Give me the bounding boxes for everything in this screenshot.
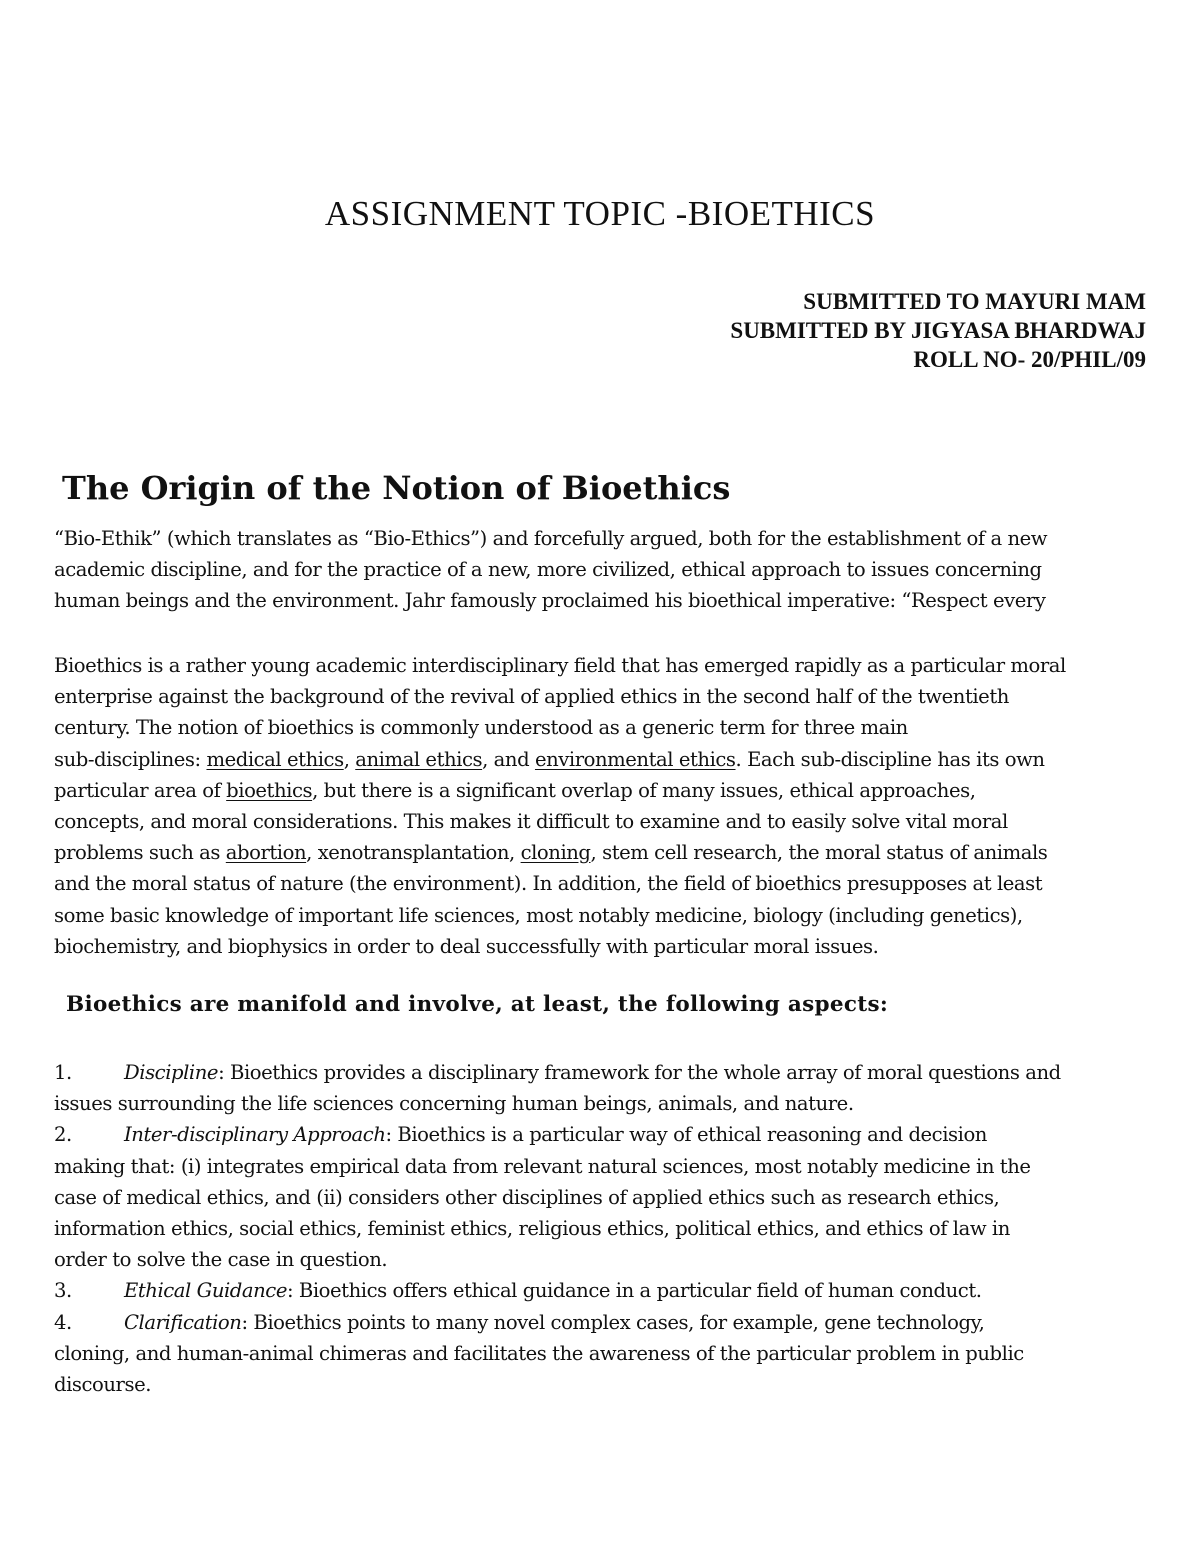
text-segment: , — [343, 747, 356, 771]
text-segment: problems such as — [54, 841, 226, 865]
list-term: Inter-disciplinary Approach — [124, 1123, 386, 1147]
list-item — [54, 1307, 1154, 1338]
paragraph-line: some basic knowledge of important life sciences, most notably medicine, biology (including genetics), — [54, 903, 1023, 927]
list-text: : Bioethics offers ethical guidance in a particular field of human conduct. — [286, 1279, 982, 1303]
text-segment: , and — [482, 747, 535, 771]
list-number: 3. — [54, 1279, 72, 1303]
list-item — [54, 1057, 1154, 1088]
paragraph-line: concepts, and moral considerations. This makes it difficult to examine and to easily solve vital moral — [54, 809, 1008, 833]
list-continuation: information ethics, social ethics, feminist ethics, religious ethics, political ethics, and ethics of law in — [54, 1216, 1010, 1240]
list-number: 1. — [54, 1061, 72, 1084]
list-text: : Bioethics points to many novel complex cases, for example, gene technology, — [241, 1310, 985, 1334]
list-continuation: discourse. — [54, 1372, 151, 1396]
text-segment: . Each sub-discipline has its own — [735, 747, 1045, 771]
link-abortion[interactable]: abortion — [225, 841, 307, 865]
submitted-to: SUBMITTED TO MAYURI MAM — [803, 289, 1146, 314]
link-medical-ethics[interactable]: medical ethics — [206, 747, 344, 771]
paragraph-line: human beings and the environment. Jahr famously proclaimed his bioethical imperative: “Respect every — [54, 589, 1046, 613]
paragraph-bio-ethik — [54, 523, 1154, 617]
paragraph-line: century. The notion of bioethics is commonly understood as a generic term for three main — [54, 716, 908, 740]
paragraph-line — [54, 775, 1154, 806]
list-continuation: case of medical ethics, and (ii) considers other disciplines of applied ethics such as research ethics, — [54, 1185, 1000, 1209]
paragraph-bioethics-definition — [54, 650, 1154, 962]
paragraph-line: Bioethics is a rather young academic interdisciplinary field that has emerged rapidly as a particular moral — [54, 654, 1066, 677]
submitted-by: SUBMITTED BY JIGYASA BHARDWAJ — [730, 318, 1146, 343]
paragraph-line: “Bio-Ethik” (which translates as “Bio-Ethics”) and forcefully argued, both for the establishment of a new — [54, 527, 1048, 550]
text-segment: particular area of — [54, 778, 227, 802]
list-number: 2. — [54, 1123, 72, 1147]
roll-number: ROLL NO- 20/PHIL/09 — [913, 347, 1146, 372]
text-segment: , xenotransplantation, — [306, 841, 521, 865]
section-heading-aspects: Bioethics are manifold and involve, at least, the following aspects: — [66, 992, 889, 1017]
section-heading-origin: The Origin of the Notion of Bioethics — [62, 469, 731, 507]
list-item — [54, 1275, 1154, 1306]
list-term: Clarification — [124, 1310, 242, 1334]
list-continuation: order to solve the case in question. — [54, 1248, 388, 1272]
paragraph-line: enterprise against the background of the revival of applied ethics in the second half of the twentieth — [54, 685, 1009, 709]
list-term: Ethical Guidance — [124, 1279, 287, 1303]
text-segment: , but there is a significant overlap of many issues, ethical approaches, — [312, 778, 976, 802]
paragraph-line — [54, 744, 1154, 775]
link-bioethics[interactable]: bioethics — [226, 778, 313, 802]
paragraph-line: academic discipline, and for the practice of a new, more civilized, ethical approach to issues concerning — [54, 558, 1042, 582]
submission-block — [730, 287, 1146, 374]
paragraph-line: biochemistry, and biophysics in order to deal successfully with particular moral issues. — [54, 934, 879, 958]
list-continuation: making that: (i) integrates empirical data from relevant natural sciences, most notably medicine in the — [54, 1154, 1031, 1178]
list-continuation: issues surrounding the life sciences concerning human beings, animals, and nature. — [54, 1092, 854, 1116]
list-text: : Bioethics is a particular way of ethical reasoning and decision — [385, 1123, 987, 1147]
text-segment: sub-disciplines: — [54, 747, 207, 771]
list-item — [54, 1119, 1154, 1150]
link-animal-ethics[interactable]: animal ethics — [355, 747, 483, 771]
list-text: : Bioethics provides a disciplinary framework for the whole array of moral questions and — [218, 1061, 1061, 1084]
paragraph-line: and the moral status of nature (the environment). In addition, the field of bioethics presupposes at least — [54, 872, 1043, 896]
paragraph-line — [54, 837, 1154, 868]
aspects-list — [54, 1057, 1154, 1400]
list-number: 4. — [54, 1310, 72, 1334]
link-cloning[interactable]: cloning — [520, 841, 591, 865]
text-segment: , stem cell research, the moral status of animals — [590, 841, 1048, 865]
link-environmental-ethics[interactable]: environmental ethics — [534, 747, 736, 771]
list-term: Discipline — [124, 1061, 219, 1084]
list-continuation: cloning, and human-animal chimeras and facilitates the awareness of the particular problem in public — [54, 1341, 1024, 1365]
assignment-title: ASSIGNMENT TOPIC -BIOETHICS — [324, 194, 876, 233]
